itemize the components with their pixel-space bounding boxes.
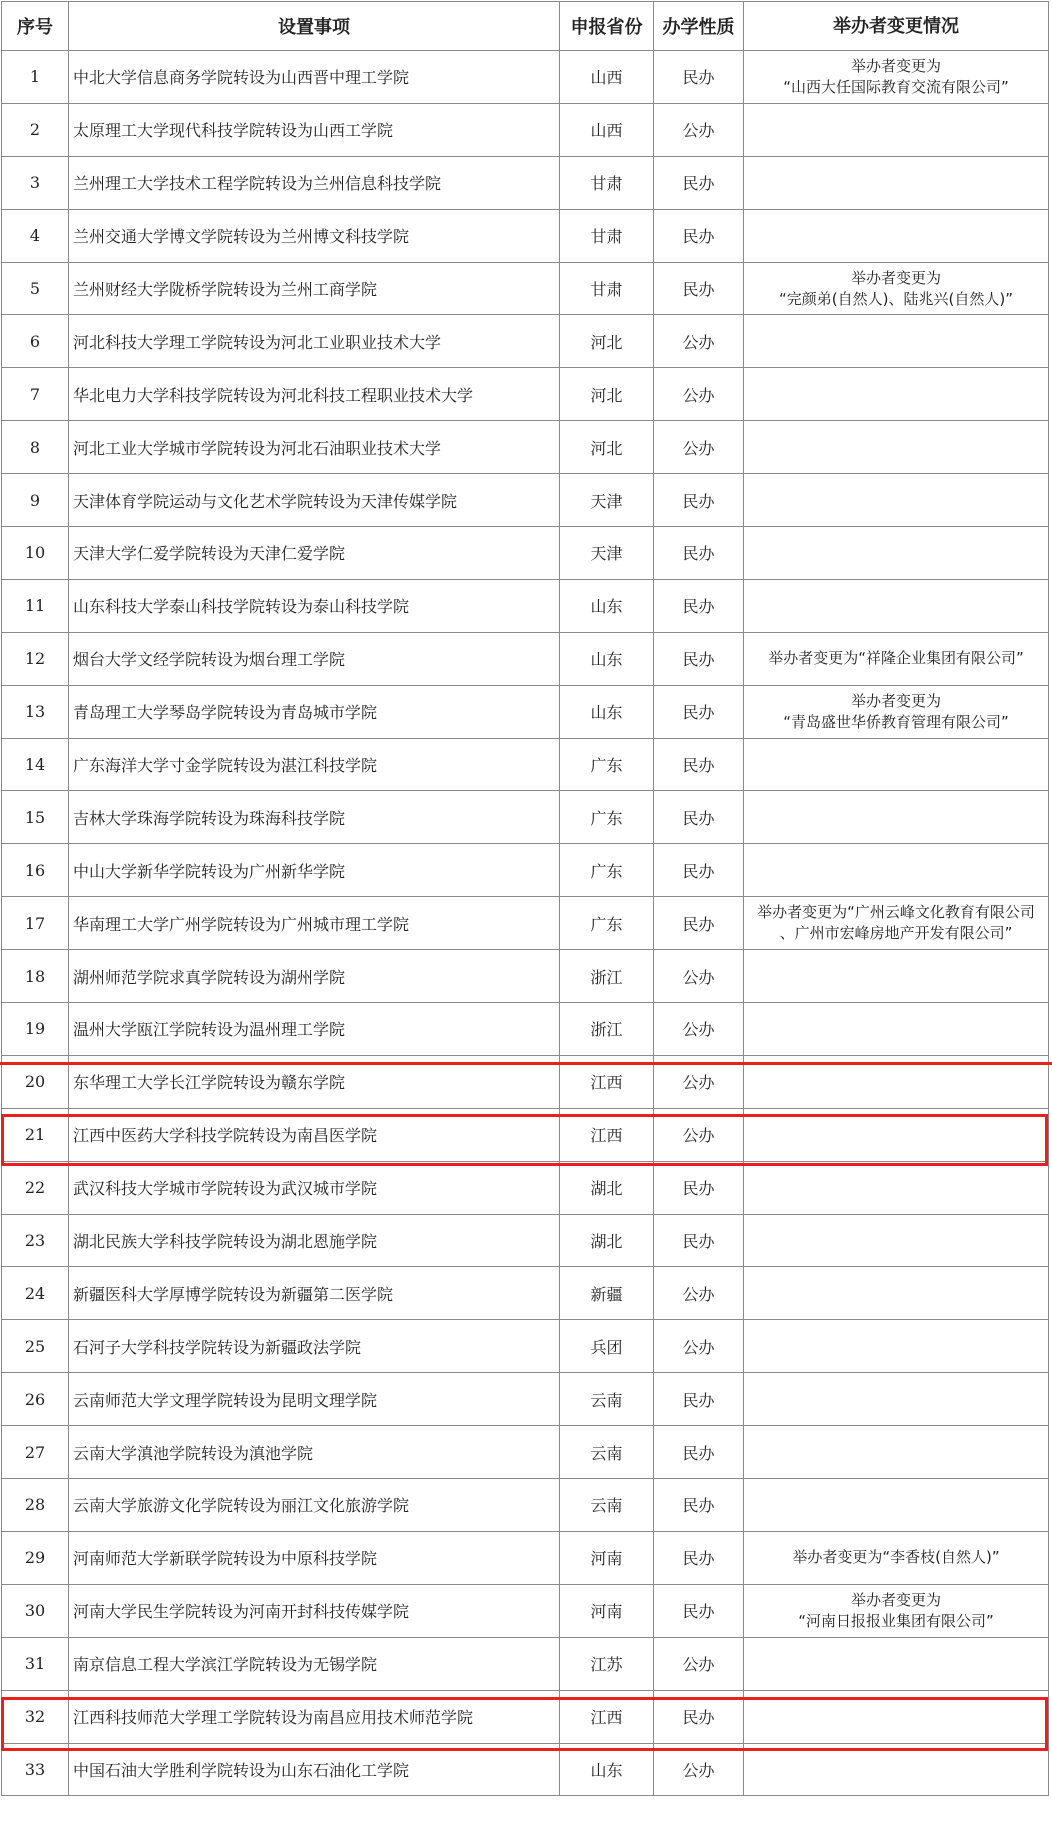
- row-item: 河南大学民生学院转设为河南开封科技传媒学院: [69, 1584, 560, 1637]
- row-number: 8: [2, 421, 69, 474]
- table-row: [2, 368, 1049, 421]
- change-line: 举办者变更为“祥隆企业集团有限公司”: [768, 649, 1024, 668]
- table-row: [2, 156, 1049, 209]
- row-province: 浙江: [560, 950, 654, 1003]
- row-number: 21: [2, 1108, 69, 1161]
- row-change: [744, 1531, 1049, 1584]
- row-nature: 民办: [654, 1161, 744, 1214]
- row-number: 15: [2, 791, 69, 844]
- row-item: 石河子大学科技学院转设为新疆政法学院: [69, 1320, 560, 1373]
- row-number: 24: [2, 1267, 69, 1320]
- table-row: [2, 1373, 1049, 1426]
- row-province: 天津: [560, 474, 654, 527]
- table-row: [2, 844, 1049, 897]
- header-no: 序号: [2, 2, 69, 51]
- table-row: [2, 950, 1049, 1003]
- row-nature: 公办: [654, 315, 744, 368]
- row-number: 16: [2, 844, 69, 897]
- row-number: 20: [2, 1055, 69, 1108]
- row-province: 河北: [560, 368, 654, 421]
- row-change: [744, 1003, 1049, 1056]
- table-row: [2, 1108, 1049, 1161]
- table-row: [2, 1267, 1049, 1320]
- header-province: 申报省份: [560, 2, 654, 51]
- row-item: 新疆医科大学厚博学院转设为新疆第二医学院: [69, 1267, 560, 1320]
- row-nature: 民办: [654, 51, 744, 104]
- row-change: [744, 1479, 1049, 1532]
- row-change: [744, 738, 1049, 791]
- change-line: 举办者变更为: [850, 268, 941, 287]
- table-row: [2, 1161, 1049, 1214]
- row-number: 32: [2, 1690, 69, 1743]
- row-number: 18: [2, 950, 69, 1003]
- row-change: [744, 1267, 1049, 1320]
- header-change: 举办者变更情况: [744, 2, 1049, 51]
- row-change: [744, 1373, 1049, 1426]
- table-row: [2, 421, 1049, 474]
- row-nature: 民办: [654, 579, 744, 632]
- row-number: 7: [2, 368, 69, 421]
- row-nature: 民办: [654, 1690, 744, 1743]
- row-number: 2: [2, 103, 69, 156]
- row-item: 太原理工大学现代科技学院转设为山西工学院: [69, 103, 560, 156]
- change-line: 、广州市宏峰房地产开发有限公司”: [779, 924, 1013, 943]
- change-line: 举办者变更为“广州云峰文化教育有限公司: [757, 903, 1035, 922]
- row-nature: 民办: [654, 844, 744, 897]
- row-item: 云南大学滇池学院转设为滇池学院: [69, 1426, 560, 1479]
- row-nature: 公办: [654, 368, 744, 421]
- header-item: 设置事项: [69, 2, 560, 51]
- row-nature: 民办: [654, 1479, 744, 1532]
- change-line: 举办者变更为“李香枝(自然人)”: [792, 1548, 1000, 1567]
- row-change: [744, 51, 1049, 104]
- row-change: [744, 1320, 1049, 1373]
- table-row: [2, 1003, 1049, 1056]
- row-item: 江西科技师范大学理工学院转设为南昌应用技术师范学院: [69, 1690, 560, 1743]
- change-line: “青岛盛世华侨教育管理有限公司”: [783, 712, 1009, 731]
- row-change: [744, 527, 1049, 580]
- row-nature: 公办: [654, 1108, 744, 1161]
- change-line: “山西大任国际教育交流有限公司”: [783, 77, 1009, 96]
- row-change: [744, 1584, 1049, 1637]
- row-nature: 民办: [654, 1373, 744, 1426]
- row-number: 3: [2, 156, 69, 209]
- row-number: 23: [2, 1214, 69, 1267]
- row-province: 河南: [560, 1531, 654, 1584]
- row-item: 湖州师范学院求真学院转设为湖州学院: [69, 950, 560, 1003]
- row-number: 28: [2, 1479, 69, 1532]
- row-change: [744, 1426, 1049, 1479]
- row-change: [744, 579, 1049, 632]
- row-change: [744, 1108, 1049, 1161]
- change-line: 举办者变更为: [850, 1590, 941, 1609]
- row-number: 25: [2, 1320, 69, 1373]
- row-item: 云南大学旅游文化学院转设为丽江文化旅游学院: [69, 1479, 560, 1532]
- table-row: [2, 1320, 1049, 1373]
- row-province: 兵团: [560, 1320, 654, 1373]
- row-item: 山东科技大学泰山科技学院转设为泰山科技学院: [69, 579, 560, 632]
- row-province: 甘肃: [560, 262, 654, 315]
- row-change: [744, 1055, 1049, 1108]
- change-line: 举办者变更为: [850, 691, 941, 710]
- table-row: [2, 791, 1049, 844]
- row-province: 山东: [560, 579, 654, 632]
- row-item: 天津体育学院运动与文化艺术学院转设为天津传媒学院: [69, 474, 560, 527]
- row-number: 31: [2, 1637, 69, 1690]
- table-row: [2, 51, 1049, 104]
- row-nature: 民办: [654, 738, 744, 791]
- table-row: [2, 474, 1049, 527]
- change-line: “完颜弟(自然人)、陆兆兴(自然人)”: [779, 289, 1013, 308]
- table-header: [2, 2, 1049, 51]
- row-number: 33: [2, 1743, 69, 1796]
- row-change: [744, 262, 1049, 315]
- row-number: 22: [2, 1161, 69, 1214]
- row-item: 河北工业大学城市学院转设为河北石油职业技术大学: [69, 421, 560, 474]
- row-number: 26: [2, 1373, 69, 1426]
- row-province: 河北: [560, 315, 654, 368]
- row-nature: 民办: [654, 1214, 744, 1267]
- row-province: 广东: [560, 791, 654, 844]
- row-province: 山西: [560, 51, 654, 104]
- table-row: [2, 1690, 1049, 1743]
- row-nature: 民办: [654, 632, 744, 685]
- row-number: 12: [2, 632, 69, 685]
- row-nature: 公办: [654, 1637, 744, 1690]
- table-row: [2, 103, 1049, 156]
- row-province: 山东: [560, 632, 654, 685]
- row-change: [744, 1637, 1049, 1690]
- header-row: [2, 2, 1049, 51]
- table-row: [2, 738, 1049, 791]
- row-nature: 民办: [654, 1584, 744, 1637]
- row-nature: 民办: [654, 527, 744, 580]
- table-row: [2, 1479, 1049, 1532]
- row-province: 河南: [560, 1584, 654, 1637]
- row-province: 江西: [560, 1108, 654, 1161]
- row-change: [744, 685, 1049, 738]
- row-province: 浙江: [560, 1003, 654, 1056]
- table-row: [2, 315, 1049, 368]
- row-number: 4: [2, 209, 69, 262]
- row-number: 9: [2, 474, 69, 527]
- row-number: 30: [2, 1584, 69, 1637]
- table-row: [2, 579, 1049, 632]
- row-province: 山西: [560, 103, 654, 156]
- row-number: 27: [2, 1426, 69, 1479]
- row-nature: 民办: [654, 474, 744, 527]
- row-change: [744, 315, 1049, 368]
- row-change: [744, 1214, 1049, 1267]
- table-body: [2, 51, 1049, 1796]
- change-line: 举办者变更为: [850, 56, 941, 75]
- row-item: 烟台大学文经学院转设为烟台理工学院: [69, 632, 560, 685]
- row-item: 武汉科技大学城市学院转设为武汉城市学院: [69, 1161, 560, 1214]
- transfer-table: [1, 1, 1049, 1796]
- row-item: 天津大学仁爱学院转设为天津仁爱学院: [69, 527, 560, 580]
- row-nature: 公办: [654, 1320, 744, 1373]
- table-row: [2, 1584, 1049, 1637]
- row-change: [744, 103, 1049, 156]
- row-change: [744, 791, 1049, 844]
- table-row: [2, 1637, 1049, 1690]
- row-change: [744, 209, 1049, 262]
- row-province: 江西: [560, 1055, 654, 1108]
- row-nature: 公办: [654, 103, 744, 156]
- row-province: 云南: [560, 1479, 654, 1532]
- row-change: [744, 1161, 1049, 1214]
- row-item: 兰州交通大学博文学院转设为兰州博文科技学院: [69, 209, 560, 262]
- row-number: 11: [2, 579, 69, 632]
- row-nature: 公办: [654, 1267, 744, 1320]
- row-number: 1: [2, 51, 69, 104]
- row-item: 河北科技大学理工学院转设为河北工业职业技术大学: [69, 315, 560, 368]
- row-nature: 民办: [654, 791, 744, 844]
- header-nature: 办学性质: [654, 2, 744, 51]
- row-province: 云南: [560, 1373, 654, 1426]
- row-nature: 民办: [654, 685, 744, 738]
- row-item: 中北大学信息商务学院转设为山西晋中理工学院: [69, 51, 560, 104]
- row-province: 山东: [560, 1743, 654, 1796]
- change-line: “河南日报报业集团有限公司”: [798, 1611, 994, 1630]
- row-change: [744, 632, 1049, 685]
- row-item: 南京信息工程大学滨江学院转设为无锡学院: [69, 1637, 560, 1690]
- table-row: [2, 632, 1049, 685]
- row-province: 天津: [560, 527, 654, 580]
- table-row: [2, 1426, 1049, 1479]
- row-item: 云南师范大学文理学院转设为昆明文理学院: [69, 1373, 560, 1426]
- row-change: [744, 1690, 1049, 1743]
- row-number: 14: [2, 738, 69, 791]
- row-number: 29: [2, 1531, 69, 1584]
- table-row: [2, 527, 1049, 580]
- row-item: 华南理工大学广州学院转设为广州城市理工学院: [69, 897, 560, 950]
- row-nature: 公办: [654, 1003, 744, 1056]
- row-number: 13: [2, 685, 69, 738]
- row-nature: 民办: [654, 1531, 744, 1584]
- row-nature: 民办: [654, 262, 744, 315]
- row-item: 兰州财经大学陇桥学院转设为兰州工商学院: [69, 262, 560, 315]
- row-province: 新疆: [560, 1267, 654, 1320]
- row-nature: 公办: [654, 1055, 744, 1108]
- row-item: 温州大学瓯江学院转设为温州理工学院: [69, 1003, 560, 1056]
- row-number: 10: [2, 527, 69, 580]
- row-number: 19: [2, 1003, 69, 1056]
- table-row: [2, 1055, 1049, 1108]
- row-item: 兰州理工大学技术工程学院转设为兰州信息科技学院: [69, 156, 560, 209]
- row-province: 广东: [560, 897, 654, 950]
- row-nature: 民办: [654, 1426, 744, 1479]
- row-province: 广东: [560, 844, 654, 897]
- row-item: 河南师范大学新联学院转设为中原科技学院: [69, 1531, 560, 1584]
- row-nature: 民办: [654, 156, 744, 209]
- row-province: 广东: [560, 738, 654, 791]
- row-item: 中国石油大学胜利学院转设为山东石油化工学院: [69, 1743, 560, 1796]
- table-row: [2, 897, 1049, 950]
- row-province: 河北: [560, 421, 654, 474]
- row-item: 青岛理工大学琴岛学院转设为青岛城市学院: [69, 685, 560, 738]
- row-item: 湖北民族大学科技学院转设为湖北恩施学院: [69, 1214, 560, 1267]
- row-change: [744, 897, 1049, 950]
- row-province: 江西: [560, 1690, 654, 1743]
- row-nature: 民办: [654, 897, 744, 950]
- row-change: [744, 368, 1049, 421]
- row-item: 华北电力大学科技学院转设为河北科技工程职业技术大学: [69, 368, 560, 421]
- row-item: 广东海洋大学寸金学院转设为湛江科技学院: [69, 738, 560, 791]
- row-province: 甘肃: [560, 156, 654, 209]
- row-number: 5: [2, 262, 69, 315]
- row-nature: 公办: [654, 1743, 744, 1796]
- row-province: 云南: [560, 1426, 654, 1479]
- row-province: 湖北: [560, 1214, 654, 1267]
- row-item: 中山大学新华学院转设为广州新华学院: [69, 844, 560, 897]
- table-row: [2, 262, 1049, 315]
- row-province: 山东: [560, 685, 654, 738]
- row-change: [744, 1743, 1049, 1796]
- row-change: [744, 844, 1049, 897]
- table-row: [2, 209, 1049, 262]
- row-item: 吉林大学珠海学院转设为珠海科技学院: [69, 791, 560, 844]
- row-nature: 公办: [654, 950, 744, 1003]
- row-nature: 民办: [654, 209, 744, 262]
- row-number: 17: [2, 897, 69, 950]
- row-province: 湖北: [560, 1161, 654, 1214]
- row-number: 6: [2, 315, 69, 368]
- table-row: [2, 1531, 1049, 1584]
- row-item: 东华理工大学长江学院转设为赣东学院: [69, 1055, 560, 1108]
- table-row: [2, 1214, 1049, 1267]
- row-province: 江苏: [560, 1637, 654, 1690]
- table-row: [2, 685, 1049, 738]
- row-item: 江西中医药大学科技学院转设为南昌医学院: [69, 1108, 560, 1161]
- row-change: [744, 950, 1049, 1003]
- row-nature: 公办: [654, 421, 744, 474]
- row-change: [744, 156, 1049, 209]
- row-change: [744, 474, 1049, 527]
- row-change: [744, 421, 1049, 474]
- table-row: [2, 1743, 1049, 1796]
- row-province: 甘肃: [560, 209, 654, 262]
